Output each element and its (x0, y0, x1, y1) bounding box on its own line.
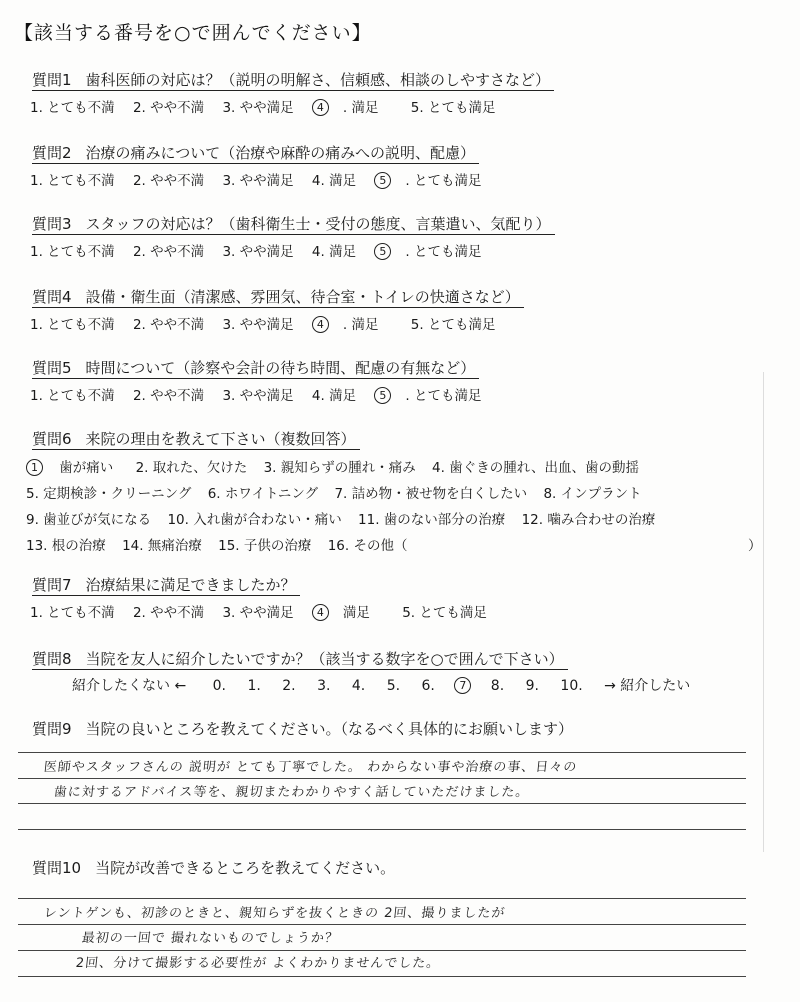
option-1[interactable]: 1 歯が痛い (26, 460, 125, 476)
option-4[interactable]: 4 . 満足 (312, 313, 393, 333)
option-1[interactable]: 1. とても不満 (30, 388, 115, 404)
answer-line (18, 924, 746, 925)
option-5[interactable]: 5 . とても満足 (374, 384, 495, 404)
question-4 (32, 287, 524, 308)
option-5[interactable]: 5. とても満足 (402, 605, 487, 621)
answer-line (18, 829, 746, 830)
question-text: 治療の痛みについて（治療や麻酔の痛みへの説明、配慮） (85, 144, 475, 162)
option-3[interactable]: 3. やや満足 (222, 317, 294, 333)
question-8 (32, 649, 568, 670)
question-9 (32, 719, 573, 739)
question-label: 質問3 (32, 215, 72, 233)
option-3[interactable]: 3. やや満足 (222, 388, 294, 404)
scale-2[interactable]: 2. (282, 678, 296, 694)
option-5[interactable]: 5. 定期検診・クリーニング (26, 486, 192, 502)
answer-line (18, 976, 746, 977)
q9-handwritten-answer-1: 医師やスタッフさんの 説明が とても丁寧でした。 わからない事や治療の事、日々の (43, 760, 578, 775)
option-2[interactable]: 2. やや不満 (132, 317, 205, 333)
option-8[interactable]: 8. インプラント (543, 486, 642, 502)
answer-line (18, 803, 746, 804)
selected-circle: 5 (374, 172, 391, 189)
option-3[interactable]: 3. やや満足 (222, 244, 294, 260)
option-1[interactable]: 1. とても不満 (30, 244, 115, 260)
q6-options-row-1 (26, 456, 651, 476)
selected-circle: 4 (312, 604, 329, 621)
answer-line (18, 950, 746, 951)
question-label: 質問9 (32, 720, 72, 738)
q10-handwritten-answer-3: 2回、分けて撮影する必要性が よくわかりませんでした。 (75, 956, 441, 971)
q4-options (30, 313, 509, 333)
question-label: 質問1 (32, 71, 72, 89)
option-2[interactable]: 2. やや不満 (132, 173, 205, 189)
option-5[interactable]: 5. とても満足 (410, 100, 496, 116)
option-12[interactable]: 12. 噛み合わせの治療 (521, 512, 656, 528)
option-4[interactable]: 4満足 (312, 601, 384, 621)
question-label: 質問4 (32, 288, 72, 306)
q1-options (30, 96, 509, 116)
q7-options (30, 601, 501, 621)
question-text: 設備・衛生面（清潔感、雰囲気、待合室・トイレの快適さなど） (85, 288, 520, 306)
option-1[interactable]: 1. とても不満 (30, 317, 115, 333)
question-6 (32, 429, 360, 450)
selected-circle: 1 (26, 459, 43, 476)
scale-10[interactable]: 10. (560, 678, 583, 694)
option-7[interactable]: 7. 詰め物・被せ物を白くしたい (334, 486, 528, 502)
option-16[interactable]: 16. その他（ (327, 538, 408, 554)
option-3[interactable]: 3. やや満足 (222, 173, 294, 189)
form-title: 【該当する番号を○で囲んでください】 (14, 22, 372, 44)
option-11[interactable]: 11. 歯のない部分の治療 (358, 512, 506, 528)
option-5[interactable]: 5. とても満足 (410, 317, 496, 333)
question-label: 質問6 (32, 430, 72, 448)
question-text: 当院の良いところを教えてください。（なるべく具体的にお願いします） (85, 720, 574, 738)
q2-options (30, 169, 509, 189)
q3-options (30, 240, 509, 260)
question-text: 当院を友人に紹介したいですか？（該当する数字を○で囲んで下さい） (85, 650, 564, 668)
question-label: 質問10 (32, 859, 82, 877)
q8-scale (72, 675, 690, 695)
option-10[interactable]: 10. 入れ歯が合わない・痛い (167, 512, 342, 528)
option-6[interactable]: 6. ホワイトニング (207, 486, 319, 502)
scale-3[interactable]: 3. (317, 678, 331, 694)
question-text: 歯科医師の対応は？（説明の明解さ、信頼感、相談のしやすさなど） (85, 71, 550, 89)
option-2[interactable]: 2. やや不満 (132, 605, 205, 621)
other-close-paren: ） (748, 538, 762, 554)
answer-line (18, 778, 746, 779)
q6-options-row-2 (26, 482, 654, 502)
q10-handwritten-answer-1: レントゲンも、初診のときと、親知らずを抜くときの 2回、撮りましたが (43, 906, 507, 921)
scale-5[interactable]: 5. (386, 678, 401, 694)
question-text: 当院が改善できるところを教えてください。 (95, 859, 396, 877)
option-1[interactable]: 1. とても不満 (30, 173, 115, 189)
scan-edge-line (763, 372, 764, 852)
question-5 (32, 358, 479, 379)
scale-0[interactable]: 0. (212, 678, 226, 694)
scale-9[interactable]: 9. (525, 678, 539, 694)
scale-8[interactable]: 8. (490, 678, 505, 694)
question-label: 質問8 (32, 650, 72, 668)
question-text: 来院の理由を教えて下さい（複数回答） (85, 430, 356, 448)
option-4[interactable]: 4. 歯ぐきの腫れ、出血、歯の動揺 (432, 460, 640, 476)
question-label: 質問2 (32, 144, 72, 162)
option-1[interactable]: 1. とても不満 (30, 100, 115, 116)
selected-circle: 5 (374, 387, 391, 404)
question-label: 質問7 (32, 576, 72, 594)
option-1[interactable]: 1. とても不満 (30, 605, 115, 621)
question-label: 質問5 (32, 359, 72, 377)
option-9[interactable]: 9. 歯並びが気になる (26, 512, 152, 528)
option-4[interactable]: 4 . 満足 (312, 96, 393, 116)
option-2[interactable]: 2. やや不満 (132, 244, 205, 260)
option-2[interactable]: 2. やや不満 (132, 100, 205, 116)
scale-4[interactable]: 4. (351, 678, 366, 694)
question-10 (32, 858, 395, 878)
question-text: 治療結果に満足できましたか？ (85, 576, 296, 594)
question-1 (32, 70, 554, 91)
option-4[interactable]: 4. 満足 (311, 388, 357, 404)
selected-circle: 4 (312, 316, 329, 333)
q5-options (30, 384, 509, 404)
scale-7-selected-circle[interactable]: 7 (454, 677, 471, 694)
option-3[interactable]: 3. 親知らずの腫れ・痛み (263, 460, 416, 476)
option-3[interactable]: 3. やや満足 (222, 100, 294, 116)
q9-handwritten-answer-2: 歯に対するアドバイス等を、親切またわかりやすく話していただけました。 (53, 785, 531, 800)
option-2[interactable]: 2. 取れた、欠けた (135, 460, 248, 476)
option-15[interactable]: 15. 子供の治療 (218, 538, 312, 554)
option-13[interactable]: 13. 根の治療 (26, 538, 106, 554)
scale-left-label: 紹介したくない ← (72, 678, 187, 694)
q10-handwritten-answer-2: 最初の一回で 撮れないものでしょうか？ (81, 931, 340, 946)
option-4[interactable]: 4. 満足 (311, 173, 357, 189)
question-text: スタッフの対応は？（歯科衛生士・受付の態度、言葉遣い、気配り） (85, 215, 551, 233)
selected-circle: 5 (374, 243, 391, 260)
selected-circle: 4 (312, 99, 329, 116)
option-5[interactable]: 5 . とても満足 (374, 169, 495, 189)
question-text: 時間について（診察や会計の待ち時間、配慮の有無など） (85, 359, 476, 377)
scale-6[interactable]: 6. (421, 678, 435, 694)
scale-1[interactable]: 1. (247, 678, 261, 694)
question-3 (32, 214, 555, 235)
option-4[interactable]: 4. 満足 (311, 244, 357, 260)
option-14[interactable]: 14. 無痛治療 (122, 538, 202, 554)
scale-right-label: → 紹介したい (604, 678, 691, 694)
answer-line (18, 752, 746, 753)
option-2[interactable]: 2. やや不満 (132, 388, 205, 404)
option-3[interactable]: 3. やや満足 (222, 605, 294, 621)
answer-line (18, 898, 746, 899)
q6-options-row-4 (26, 534, 419, 554)
question-2 (32, 143, 479, 164)
option-5[interactable]: 5 . とても満足 (374, 240, 495, 260)
q6-options-row-3 (26, 508, 667, 528)
question-7 (32, 575, 300, 596)
